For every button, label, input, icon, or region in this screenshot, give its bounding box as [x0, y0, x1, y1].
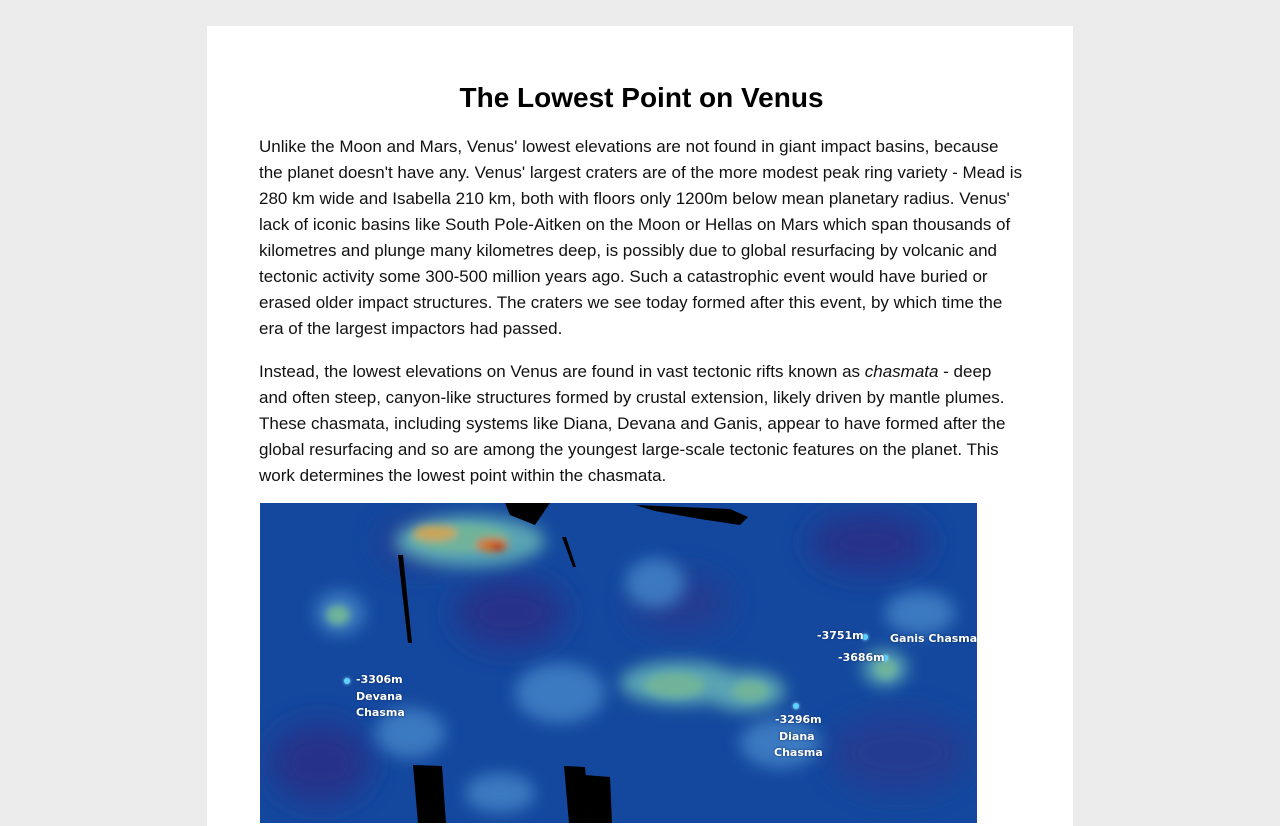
paragraph-impact-basins: Unlike the Moon and Mars, Venus' lowest elevations are not found in giant impact basins, because the planet doesn't have any. Venus' largest craters are of the more modest peak ring variety - Mead is 280 km wide and Isabella 210 km, both with floors only 1200m below mean planetary radius. Venus' lack of iconic basins like South Pole-Aitken on the Moon or Hellas on Mars which span thousands of kilometres and plunge many kilometres deep, is possibly due to global resurfacing by volcanic and tectonic activity some 300-500 million years ago. Such a catastrophic event would have buried or erased older impact structures. The craters we see today formed after this event, by which time the era of the largest impactors had passed. — [259, 137, 1023, 338]
chasmata-term: chasmata — [864, 362, 939, 381]
paragraph-chasmata-text-1: Instead, the lowest elevations on Venus are found in vast tectonic rifts known as — [259, 362, 865, 381]
data-gap — [413, 765, 446, 823]
ganis-depth-label-2: -3686m — [838, 651, 885, 664]
article-page — [207, 26, 1073, 826]
diana-marker — [793, 703, 799, 709]
ganis-name-label: Ganis Chasma — [890, 632, 977, 645]
devana-marker — [344, 678, 350, 684]
devana-name-label-1: Devana — [356, 690, 403, 703]
diana-name-label-1: Diana — [779, 730, 815, 743]
page-title: The Lowest Point on Venus — [459, 82, 824, 113]
devana-name-label-2: Chasma — [356, 706, 405, 719]
paragraph-chasmata-text-2: - deep and often steep, canyon-like structures formed by crustal extension, likely driven by mantle plumes. These chasmata, including systems like Diana, Devana and Ganis, appear to have formed after the global resurfacing and so are among the youngest large-scale tectonic features on the planet. This work determines the lowest point within the chasmata. — [259, 362, 1006, 485]
venus-elevation-map — [260, 503, 977, 823]
diana-name-label-2: Chasma — [774, 746, 823, 759]
paragraph-chasmata — [259, 359, 1024, 489]
ganis-depth-label-1: -3751m — [817, 629, 864, 642]
diana-depth-label: -3296m — [775, 713, 822, 726]
devana-depth-label: -3306m — [356, 673, 403, 686]
article-content — [259, 26, 1024, 823]
